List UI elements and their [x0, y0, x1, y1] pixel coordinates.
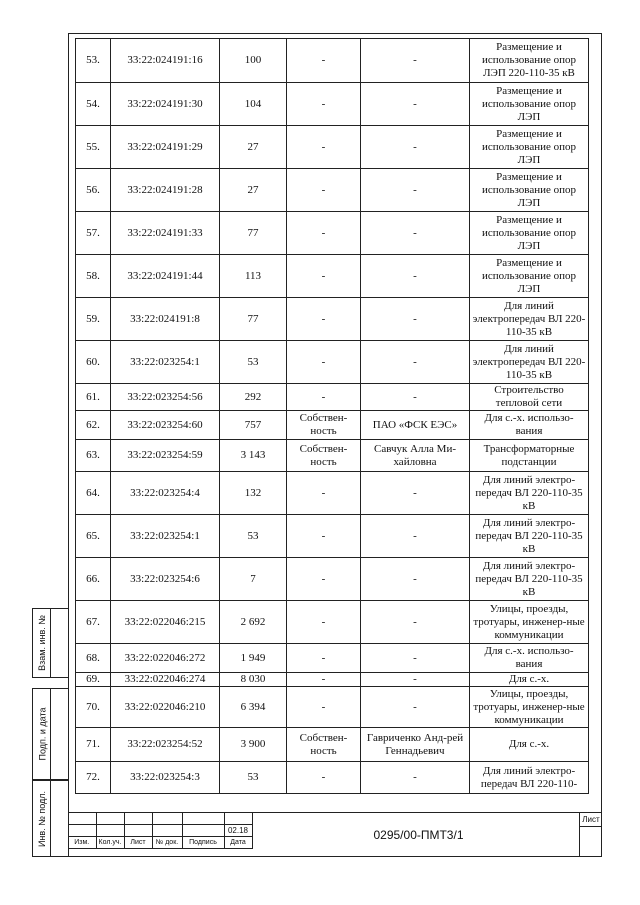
- cell-right: -: [287, 212, 361, 255]
- cell-cadastral: 33:22:024191:33: [111, 212, 220, 255]
- table-row: [76, 341, 589, 384]
- title-block: [68, 812, 602, 857]
- cell-holder: -: [361, 687, 470, 728]
- cell-right: -: [287, 83, 361, 126]
- cell-num: 58.: [76, 255, 111, 298]
- cell-cadastral: 33:22:023254:56: [111, 384, 220, 411]
- cell-holder: -: [361, 255, 470, 298]
- cell-purpose: Размещение и использование опор ЛЭП: [470, 83, 589, 126]
- cell-num: 68.: [76, 644, 111, 673]
- cell-holder: -: [361, 341, 470, 384]
- cell-holder: -: [361, 601, 470, 644]
- cell-num: 64.: [76, 472, 111, 515]
- side-stamp-replacement: [32, 608, 68, 678]
- cell-right: -: [287, 126, 361, 169]
- cell-right: -: [287, 384, 361, 411]
- cell-area: 100: [220, 39, 287, 83]
- cell-num: 71.: [76, 728, 111, 762]
- cell-holder: -: [361, 515, 470, 558]
- cell-purpose: Для с.-х. использо-вания: [470, 411, 589, 440]
- replacement-inventory-label: Взам. инв. №: [37, 615, 48, 671]
- cell-right: -: [287, 472, 361, 515]
- cell-cadastral: 33:22:023254:4: [111, 472, 220, 515]
- cell-area: 3 143: [220, 440, 287, 472]
- cell-area: 757: [220, 411, 287, 440]
- cell-holder: Гавриченко Анд-рей Геннадьевич: [361, 728, 470, 762]
- cell-purpose: Для линий электро-передач ВЛ 220-110-35 кВ: [470, 515, 589, 558]
- land-plots-table: [75, 38, 589, 794]
- cell-num: 61.: [76, 384, 111, 411]
- cell-area: 53: [220, 515, 287, 558]
- cell-purpose: Трансформаторные подстанции: [470, 440, 589, 472]
- table-row: [76, 83, 589, 126]
- cell-holder: Савчук Алла Ми-хайловна: [361, 440, 470, 472]
- cell-area: 53: [220, 341, 287, 384]
- cell-cadastral: 33:22:022046:210: [111, 687, 220, 728]
- table-row: [76, 298, 589, 341]
- cell-num: 66.: [76, 558, 111, 601]
- cell-holder: -: [361, 83, 470, 126]
- cell-purpose: Для с.-х. использо-вания: [470, 644, 589, 673]
- cell-holder: -: [361, 126, 470, 169]
- table-row: [76, 558, 589, 601]
- cell-right: Собствен-ность: [287, 728, 361, 762]
- cell-cadastral: 33:22:022046:274: [111, 673, 220, 687]
- cell-area: 104: [220, 83, 287, 126]
- cell-area: 8 030: [220, 673, 287, 687]
- cell-right: -: [287, 39, 361, 83]
- cell-purpose: Размещение и использование опор ЛЭП: [470, 212, 589, 255]
- cell-area: 7: [220, 558, 287, 601]
- cell-holder: -: [361, 472, 470, 515]
- cell-holder: -: [361, 558, 470, 601]
- cell-num: 60.: [76, 341, 111, 384]
- cell-cadastral: 33:22:024191:16: [111, 39, 220, 83]
- sheet-label: Лист: [580, 813, 602, 827]
- table-row: [76, 644, 589, 673]
- cell-cadastral: 33:22:023254:1: [111, 341, 220, 384]
- header-sheet: Лист: [124, 837, 152, 849]
- cell-cadastral: 33:22:023254:60: [111, 411, 220, 440]
- cell-num: 69.: [76, 673, 111, 687]
- table-row: [76, 255, 589, 298]
- cell-purpose: Для с.-х.: [470, 728, 589, 762]
- cell-holder: -: [361, 39, 470, 83]
- table-row: [76, 515, 589, 558]
- cell-right: -: [287, 169, 361, 212]
- cell-right: -: [287, 762, 361, 794]
- cell-right: Собствен-ность: [287, 440, 361, 472]
- cell-purpose: Размещение и использование опор ЛЭП: [470, 255, 589, 298]
- table-row: [76, 39, 589, 83]
- cell-cadastral: 33:22:024191:28: [111, 169, 220, 212]
- cell-cadastral: 33:22:024191:44: [111, 255, 220, 298]
- cell-num: 53.: [76, 39, 111, 83]
- cell-cadastral: 33:22:023254:1: [111, 515, 220, 558]
- cell-cadastral: 33:22:023254:6: [111, 558, 220, 601]
- cell-area: 2 692: [220, 601, 287, 644]
- cell-purpose: Улицы, проезды, тротуары, инженер-ные коммуникации: [470, 601, 589, 644]
- cell-cadastral: 33:22:024191:29: [111, 126, 220, 169]
- cell-cadastral: 33:22:022046:272: [111, 644, 220, 673]
- original-inventory-label: Инв. № подл.: [37, 790, 47, 847]
- header-signature: Подпись: [182, 837, 224, 849]
- document-code: 0295/00-ПМТ3/1: [258, 813, 580, 857]
- cell-right: -: [287, 601, 361, 644]
- cell-purpose: Размещение и использование опор ЛЭП: [470, 169, 589, 212]
- cell-holder: -: [361, 384, 470, 411]
- cell-area: 53: [220, 762, 287, 794]
- cell-holder: -: [361, 212, 470, 255]
- cell-area: 27: [220, 126, 287, 169]
- cell-cadastral: 33:22:024191:30: [111, 83, 220, 126]
- cell-right: -: [287, 341, 361, 384]
- cell-right: -: [287, 687, 361, 728]
- cell-right: -: [287, 255, 361, 298]
- header-doc-no: № док.: [152, 837, 182, 849]
- cell-holder: -: [361, 298, 470, 341]
- cell-area: 292: [220, 384, 287, 411]
- cell-holder: -: [361, 673, 470, 687]
- table-row: [76, 440, 589, 472]
- cell-num: 62.: [76, 411, 111, 440]
- cell-area: 3 900: [220, 728, 287, 762]
- cell-num: 70.: [76, 687, 111, 728]
- table-row: [76, 411, 589, 440]
- revision-date: 02.18: [224, 825, 252, 837]
- table-row: [76, 169, 589, 212]
- cell-area: 77: [220, 298, 287, 341]
- cell-purpose: Размещение и использование опор ЛЭП: [470, 126, 589, 169]
- cell-cadastral: 33:22:023254:3: [111, 762, 220, 794]
- cell-purpose: Строительство тепловой сети: [470, 384, 589, 411]
- cell-right: -: [287, 515, 361, 558]
- cell-right: -: [287, 673, 361, 687]
- cell-purpose: Улицы, проезды, тротуары, инженер-ные коммуникации: [470, 687, 589, 728]
- cell-num: 67.: [76, 601, 111, 644]
- cell-right: Собствен-ность: [287, 411, 361, 440]
- table-row: [76, 384, 589, 411]
- cell-area: 113: [220, 255, 287, 298]
- cell-num: 56.: [76, 169, 111, 212]
- side-stamp-inventory: [32, 780, 68, 857]
- table-row: [76, 762, 589, 794]
- cell-right: -: [287, 298, 361, 341]
- cell-purpose: Для с.-х.: [470, 673, 589, 687]
- cell-cadastral: 33:22:023254:59: [111, 440, 220, 472]
- table-row: [76, 673, 589, 687]
- cell-right: -: [287, 644, 361, 673]
- table-row: [76, 472, 589, 515]
- cell-purpose: Для линий электро-передач ВЛ 220-110-35 кВ: [470, 472, 589, 515]
- cell-purpose: Для линий электропередач ВЛ 220-110-35 кВ: [470, 341, 589, 384]
- cell-holder: -: [361, 644, 470, 673]
- cell-num: 72.: [76, 762, 111, 794]
- cell-purpose: Для линий электро-передач ВЛ 220-110-: [470, 762, 589, 794]
- cell-holder: -: [361, 169, 470, 212]
- cell-holder: -: [361, 762, 470, 794]
- cell-cadastral: 33:22:022046:215: [111, 601, 220, 644]
- cell-area: 1 949: [220, 644, 287, 673]
- cell-right: -: [287, 558, 361, 601]
- cell-num: 55.: [76, 126, 111, 169]
- table-row: [76, 728, 589, 762]
- table-row: [76, 212, 589, 255]
- signature-date-label: Подп. и дата: [37, 707, 48, 761]
- cell-num: 65.: [76, 515, 111, 558]
- cell-area: 27: [220, 169, 287, 212]
- cell-purpose: Для линий электро-передач ВЛ 220-110-35 кВ: [470, 558, 589, 601]
- cell-num: 63.: [76, 440, 111, 472]
- cell-num: 57.: [76, 212, 111, 255]
- cell-num: 54.: [76, 83, 111, 126]
- cell-purpose: Для линий электропередач ВЛ 220-110-35 кВ: [470, 298, 589, 341]
- table-row: [76, 601, 589, 644]
- cell-area: 132: [220, 472, 287, 515]
- cell-cadastral: 33:22:024191:8: [111, 298, 220, 341]
- header-date: Дата: [224, 837, 252, 849]
- table-row: [76, 687, 589, 728]
- cell-cadastral: 33:22:023254:52: [111, 728, 220, 762]
- table-row: [76, 126, 589, 169]
- cell-purpose: Размещение и использование опор ЛЭП 220-110-35 кВ: [470, 39, 589, 83]
- cell-holder: ПАО «ФСК ЕЭС»: [361, 411, 470, 440]
- header-change: Изм.: [68, 837, 96, 849]
- header-count: Кол.уч.: [96, 837, 124, 849]
- cell-area: 77: [220, 212, 287, 255]
- cell-area: 6 394: [220, 687, 287, 728]
- cell-num: 59.: [76, 298, 111, 341]
- side-stamp-signature: [32, 688, 68, 780]
- revision-grid: [68, 813, 253, 849]
